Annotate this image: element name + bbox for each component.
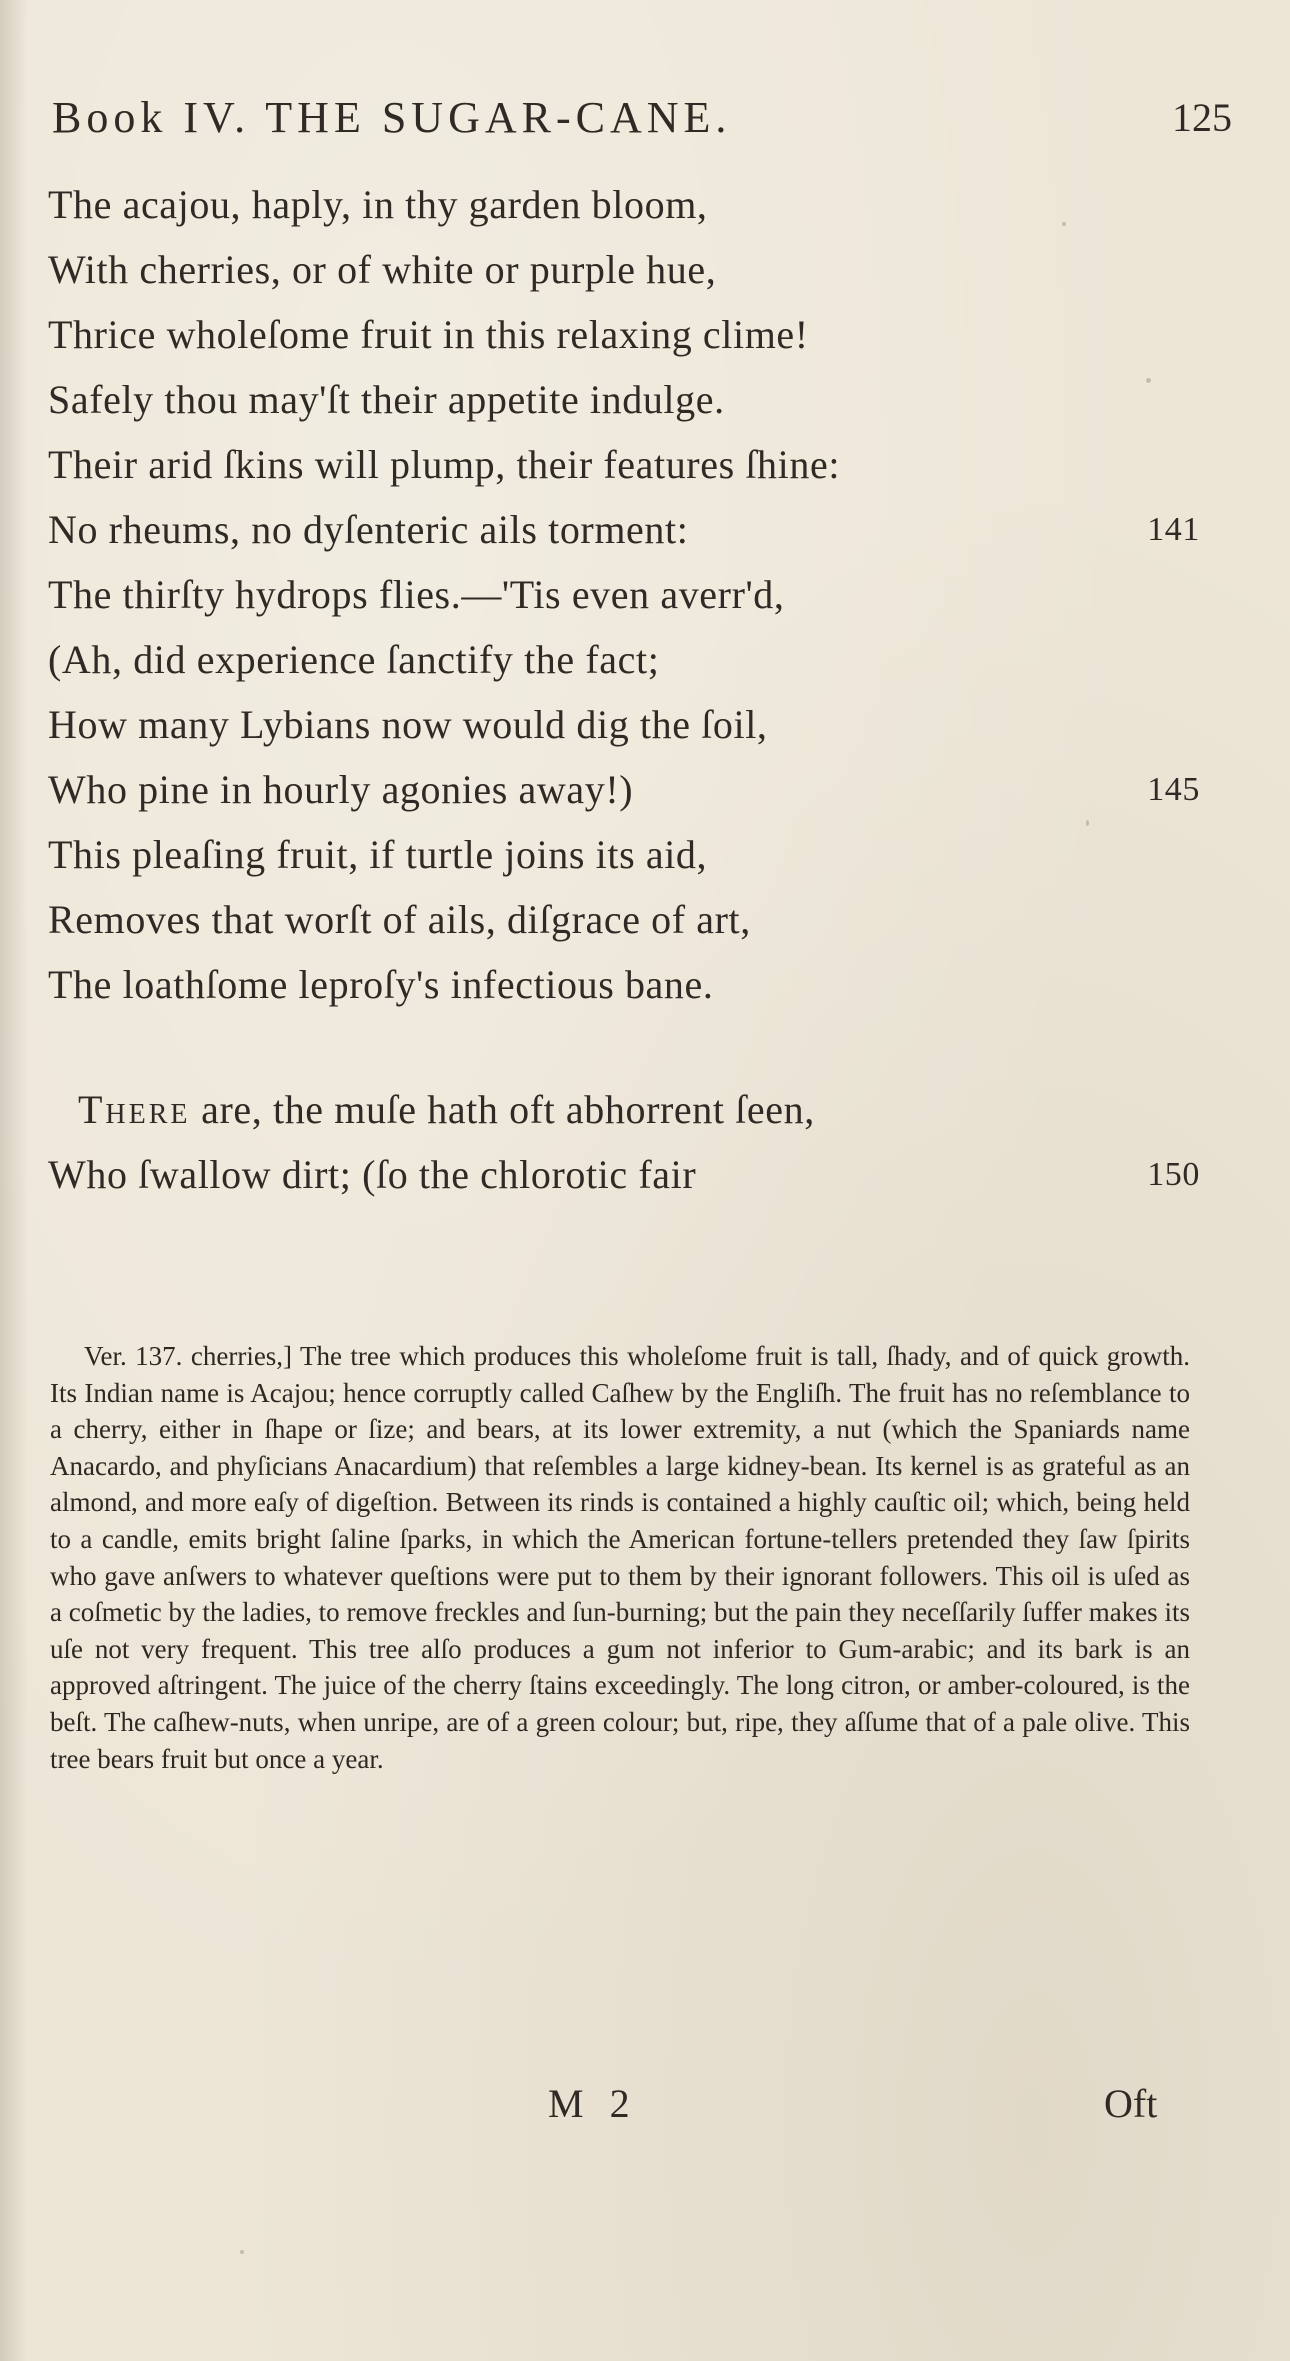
verse-line-text: Their arid ſkins will plump, their features ſhine: — [48, 442, 841, 487]
line-number: 141 — [1147, 511, 1200, 548]
gutter-shadow — [0, 0, 28, 2361]
verse-line — [48, 237, 1232, 302]
footnote-text: The tree which produces this wholeſome fruit is tall, ſhady, and of quick growth. Its Indian name is Acajou; hence corruptly called Caſhew by the Engliſh. The fruit has no reſemblance to a cherry, either in ſhape or ſize; and bears, at its lower extremity, a nut (which the Spaniards name Anacardo, and phyſicians Anacardium) that reſembles a large kidney-bean. Its kernel is as grateful as an almond, and more eaſy of digeſtion. Between its rinds is contained a highly cauſtic oil; which, being held to a candle, emits bright ſaline ſparks, in which the American fortune-tellers pretended they ſaw ſpirits who gave anſwers to whatever queſtions were put to them by their ignorant followers. This oil is uſed as a coſmetic by the ladies, to remove freckles and ſun-burning; but the pain they neceſſarily ſuffer makes its uſe not very frequent. This tree alſo produces a gum not inferior to Gum-arabic; and its bark is an approved aſtringent. The juice of the cherry ſtains exceedingly. The long citron, or amber-coloured, is the beſt. The caſhew-nuts, when unripe, are of a green colour; but, ripe, they aſſume that of a pale olive. This tree bears fruit but once a year. — [50, 1341, 1190, 1774]
paper-speck — [240, 2250, 244, 2254]
verse-line — [48, 627, 1232, 692]
verse-line — [48, 757, 1232, 822]
verse-line — [48, 952, 1232, 1017]
verse-block — [48, 172, 1232, 1207]
verse-line — [48, 822, 1232, 887]
line-number: 145 — [1147, 771, 1200, 808]
verse-line-text: The acajou, haply, in thy garden bloom, — [48, 182, 708, 227]
verse-line-text: How many Lybians now would dig the ſoil, — [48, 702, 768, 747]
paper-speck — [1146, 378, 1151, 383]
verse-line-rest: are, the muſe hath oft abhorrent ſeen, — [190, 1087, 815, 1132]
stanza-opening-smallcaps: There — [78, 1087, 191, 1132]
verse-line-text: Safely thou may'ſt their appetite indulge. — [48, 377, 725, 422]
stanza-gap — [48, 1017, 1232, 1077]
footnote-reference: Ver. 137. cherries,] — [84, 1341, 293, 1371]
signature-mark: M 2 — [548, 2081, 638, 2126]
verse-line — [48, 887, 1232, 952]
footnote-block — [50, 1338, 1190, 1777]
verse-line-text — [48, 1077, 815, 1142]
verse-line-text: Thrice wholeſome fruit in this relaxing clime! — [48, 312, 809, 357]
paper-speck — [1062, 222, 1066, 226]
verse-line-text: This pleaſing fruit, if turtle joins its aid, — [48, 832, 708, 877]
page-number: 125 — [1172, 95, 1232, 140]
line-number: 150 — [1147, 1156, 1200, 1193]
verse-line-text: The loathſome leproſy's infectious bane. — [48, 962, 714, 1007]
page-footer — [0, 2080, 1290, 2140]
verse-line — [48, 432, 1232, 497]
catchword: Oft — [1104, 2081, 1158, 2126]
verse-line — [48, 302, 1232, 367]
verse-line — [48, 1142, 1232, 1207]
verse-line — [48, 172, 1232, 237]
running-head: Book IV. THE SUGAR-CANE. — [52, 93, 732, 142]
verse-line — [48, 692, 1232, 757]
verse-line-text: With cherries, or of white or purple hue, — [48, 247, 717, 292]
verse-line — [48, 497, 1232, 562]
verse-line — [48, 367, 1232, 432]
verse-line-text: No rheums, no dyſenteric ails torment: — [48, 507, 689, 552]
paper-speck — [1086, 820, 1089, 826]
verse-line-text: Removes that worſt of ails, diſgrace of art, — [48, 897, 751, 942]
verse-line — [48, 1077, 1232, 1142]
verse-line-text: The thirſty hydrops flies.—'Tis even averr'd, — [48, 572, 785, 617]
page-header — [52, 92, 1232, 152]
verse-line-text: Who pine in hourly agonies away!) — [48, 767, 634, 812]
verse-line-text: (Ah, did experience ſanctify the fact; — [48, 637, 660, 682]
verse-line-text: Who ſwallow dirt; (ſo the chlorotic fair — [48, 1152, 697, 1197]
verse-line — [48, 562, 1232, 627]
